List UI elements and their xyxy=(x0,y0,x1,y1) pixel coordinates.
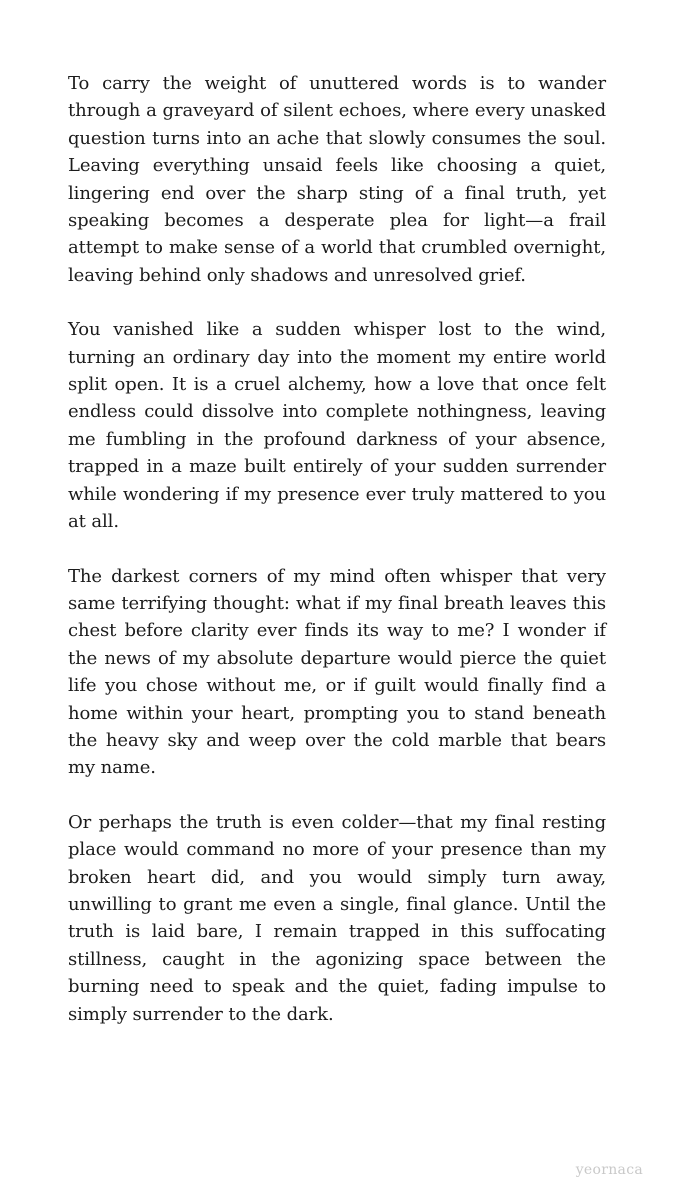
author-watermark: yeornaca xyxy=(575,1162,643,1178)
paragraph-2: You vanished like a sudden whisper lost to the wind, turning an ordinary day into the moment my entire world split open. It is a cruel alchemy, how a love that once felt endless could dissolve into complete nothingness, leaving me fumbling in the profound darkness of your absence, trapped in a maze built entirely of your sudden surrender while wondering if my presence ever truly mattered to you at all. xyxy=(68,319,606,533)
paragraph-3: The darkest corners of my mind often whisper that very same terrifying thought: what if my final breath leaves this chest before clarity ever finds its way to me? I wonder if the news of my absolute departure would pierce the quiet life you chose without me, or if guilt would finally find a home within your heart, prompting you to stand beneath the heavy sky and weep over the cold marble that bears my name. xyxy=(68,565,606,779)
paragraph-1: To carry the weight of unuttered words is to wander through a graveyard of silent echoes, where every unasked question turns into an ache that slowly consumes the soul. Leaving everything unsaid feels like choosing a quiet, lingering end over the sharp sting of a final truth, yet speaking becomes a desperate plea for light—a frail attempt to make sense of a world that crumbled overnight, leaving behind only shadows and unresolved grief. xyxy=(68,73,606,286)
text-body xyxy=(68,70,606,1028)
paragraph-4: Or perhaps the truth is even colder—that my final resting place would command no more of your presence than my broken heart did, and you would simply turn away, unwilling to grant me even a single, final glance. Until the truth is laid bare, I remain trapped in this suffocating stillness, caught in the agonizing space between the burning need to speak and the quiet, fading impulse to simply surrender to the dark. xyxy=(68,811,606,1025)
